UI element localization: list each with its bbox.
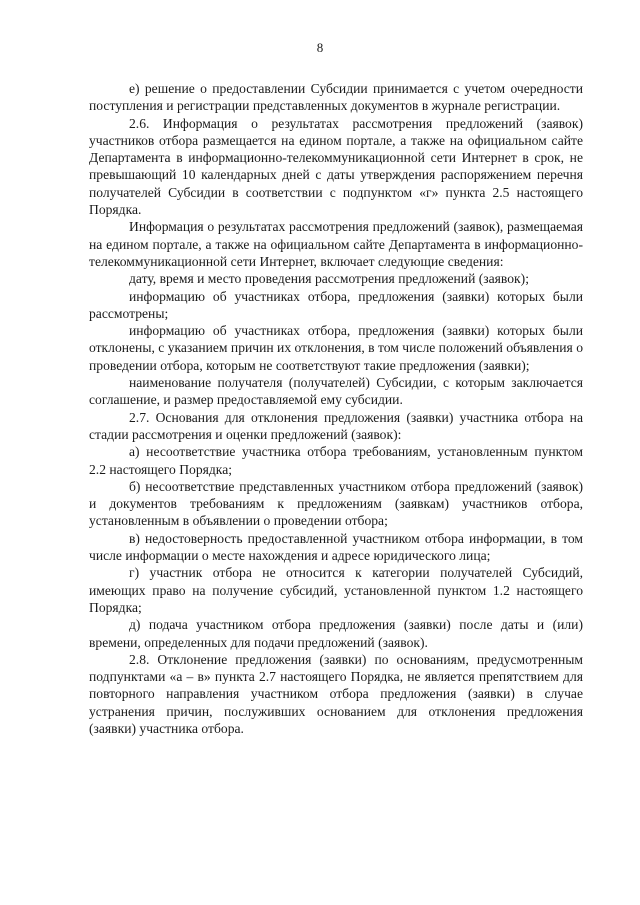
paragraph-2-7-d: д) подача участником отбора предложения (заявки) после даты и (или) времени, определенных для подачи предложений (заявок). (89, 617, 583, 650)
paragraph-info-contents: Информация о результатах рассмотрения предложений (заявок), размещаемая на едином портале, а также на официальном сайте Департамента в информационно-телекоммуникационной сети Интернет, включает следующие сведения: (89, 219, 583, 269)
paragraph-2-7-a: а) несоответствие участника отбора требованиям, установленным пунктом 2.2 настоящего Порядка; (89, 444, 583, 477)
paragraph-date-time-place: дату, время и место проведения рассмотрения предложений (заявок); (129, 271, 529, 287)
document-body (89, 80, 583, 737)
paragraph-2-7-v: в) недостоверность предоставленной участником отбора информации, в том числе информации о месте нахождения и адресе юридического лица; (89, 530, 583, 564)
paragraph-rejected-participants: информацию об участниках отбора, предложения (заявки) которых были отклонены, с указанием причин их отклонения, в том числе положений объявления о проведении отбора, которым не соответствуют такие предложения (заявки); (89, 323, 583, 373)
paragraph-2-7: 2.7. Основания для отклонения предложения (заявки) участника отбора на стадии рассмотрения и оценки предложений (заявок): (89, 409, 583, 442)
paragraph-2-6: 2.6. Информация о результатах рассмотрения предложений (заявок) участников отбора размещается на едином портале, а также на официальном сайте Департамента в информационно-телекоммуникационной сети Интернет в срок, не превышающий 10 календарных дней с даты утверждения распоряжением перечня получателей Субсидии в соответствии с подпунктом «г» пункта 2.5 настоящего Порядка. (89, 115, 583, 218)
paragraph-2-8: 2.8. Отклонение предложения (заявки) по основаниям, предусмотренным подпунктами «а – в» пункта 2.7 настоящего Порядка, не является препятствием для повторного направления участником отбора предложения (заявки) в случае устранения причин, послуживших основанием для отклонения предложения (заявки) участника отбора. (89, 651, 583, 736)
paragraph-2-7-g: г) участник отбора не относится к категории получателей Субсидий, имеющих право на получение субсидий, установленной пунктом 1.2 настоящего Порядка; (89, 565, 583, 615)
paragraph-e-decision: е) решение о предоставлении Субсидии принимается с учетом очередности поступления и регистрации представленных документов в журнале регистрации. (89, 81, 583, 114)
paragraph-2-7-b: б) несоответствие представленных участником отбора предложений (заявок) и документов требованиям к предложениям (заявкам) участников отбора, установленным в объявлении о проведении отбора; (89, 478, 583, 529)
page-number: 8 (316, 40, 324, 55)
paragraph-recipient-name: наименование получателя (получателей) Субсидии, с которым заключается соглашение, и размер предоставляемой ему субсидии. (89, 375, 583, 408)
paragraph-reviewed-participants: информацию об участниках отбора, предложения (заявки) которых были рассмотрены; (89, 288, 583, 321)
